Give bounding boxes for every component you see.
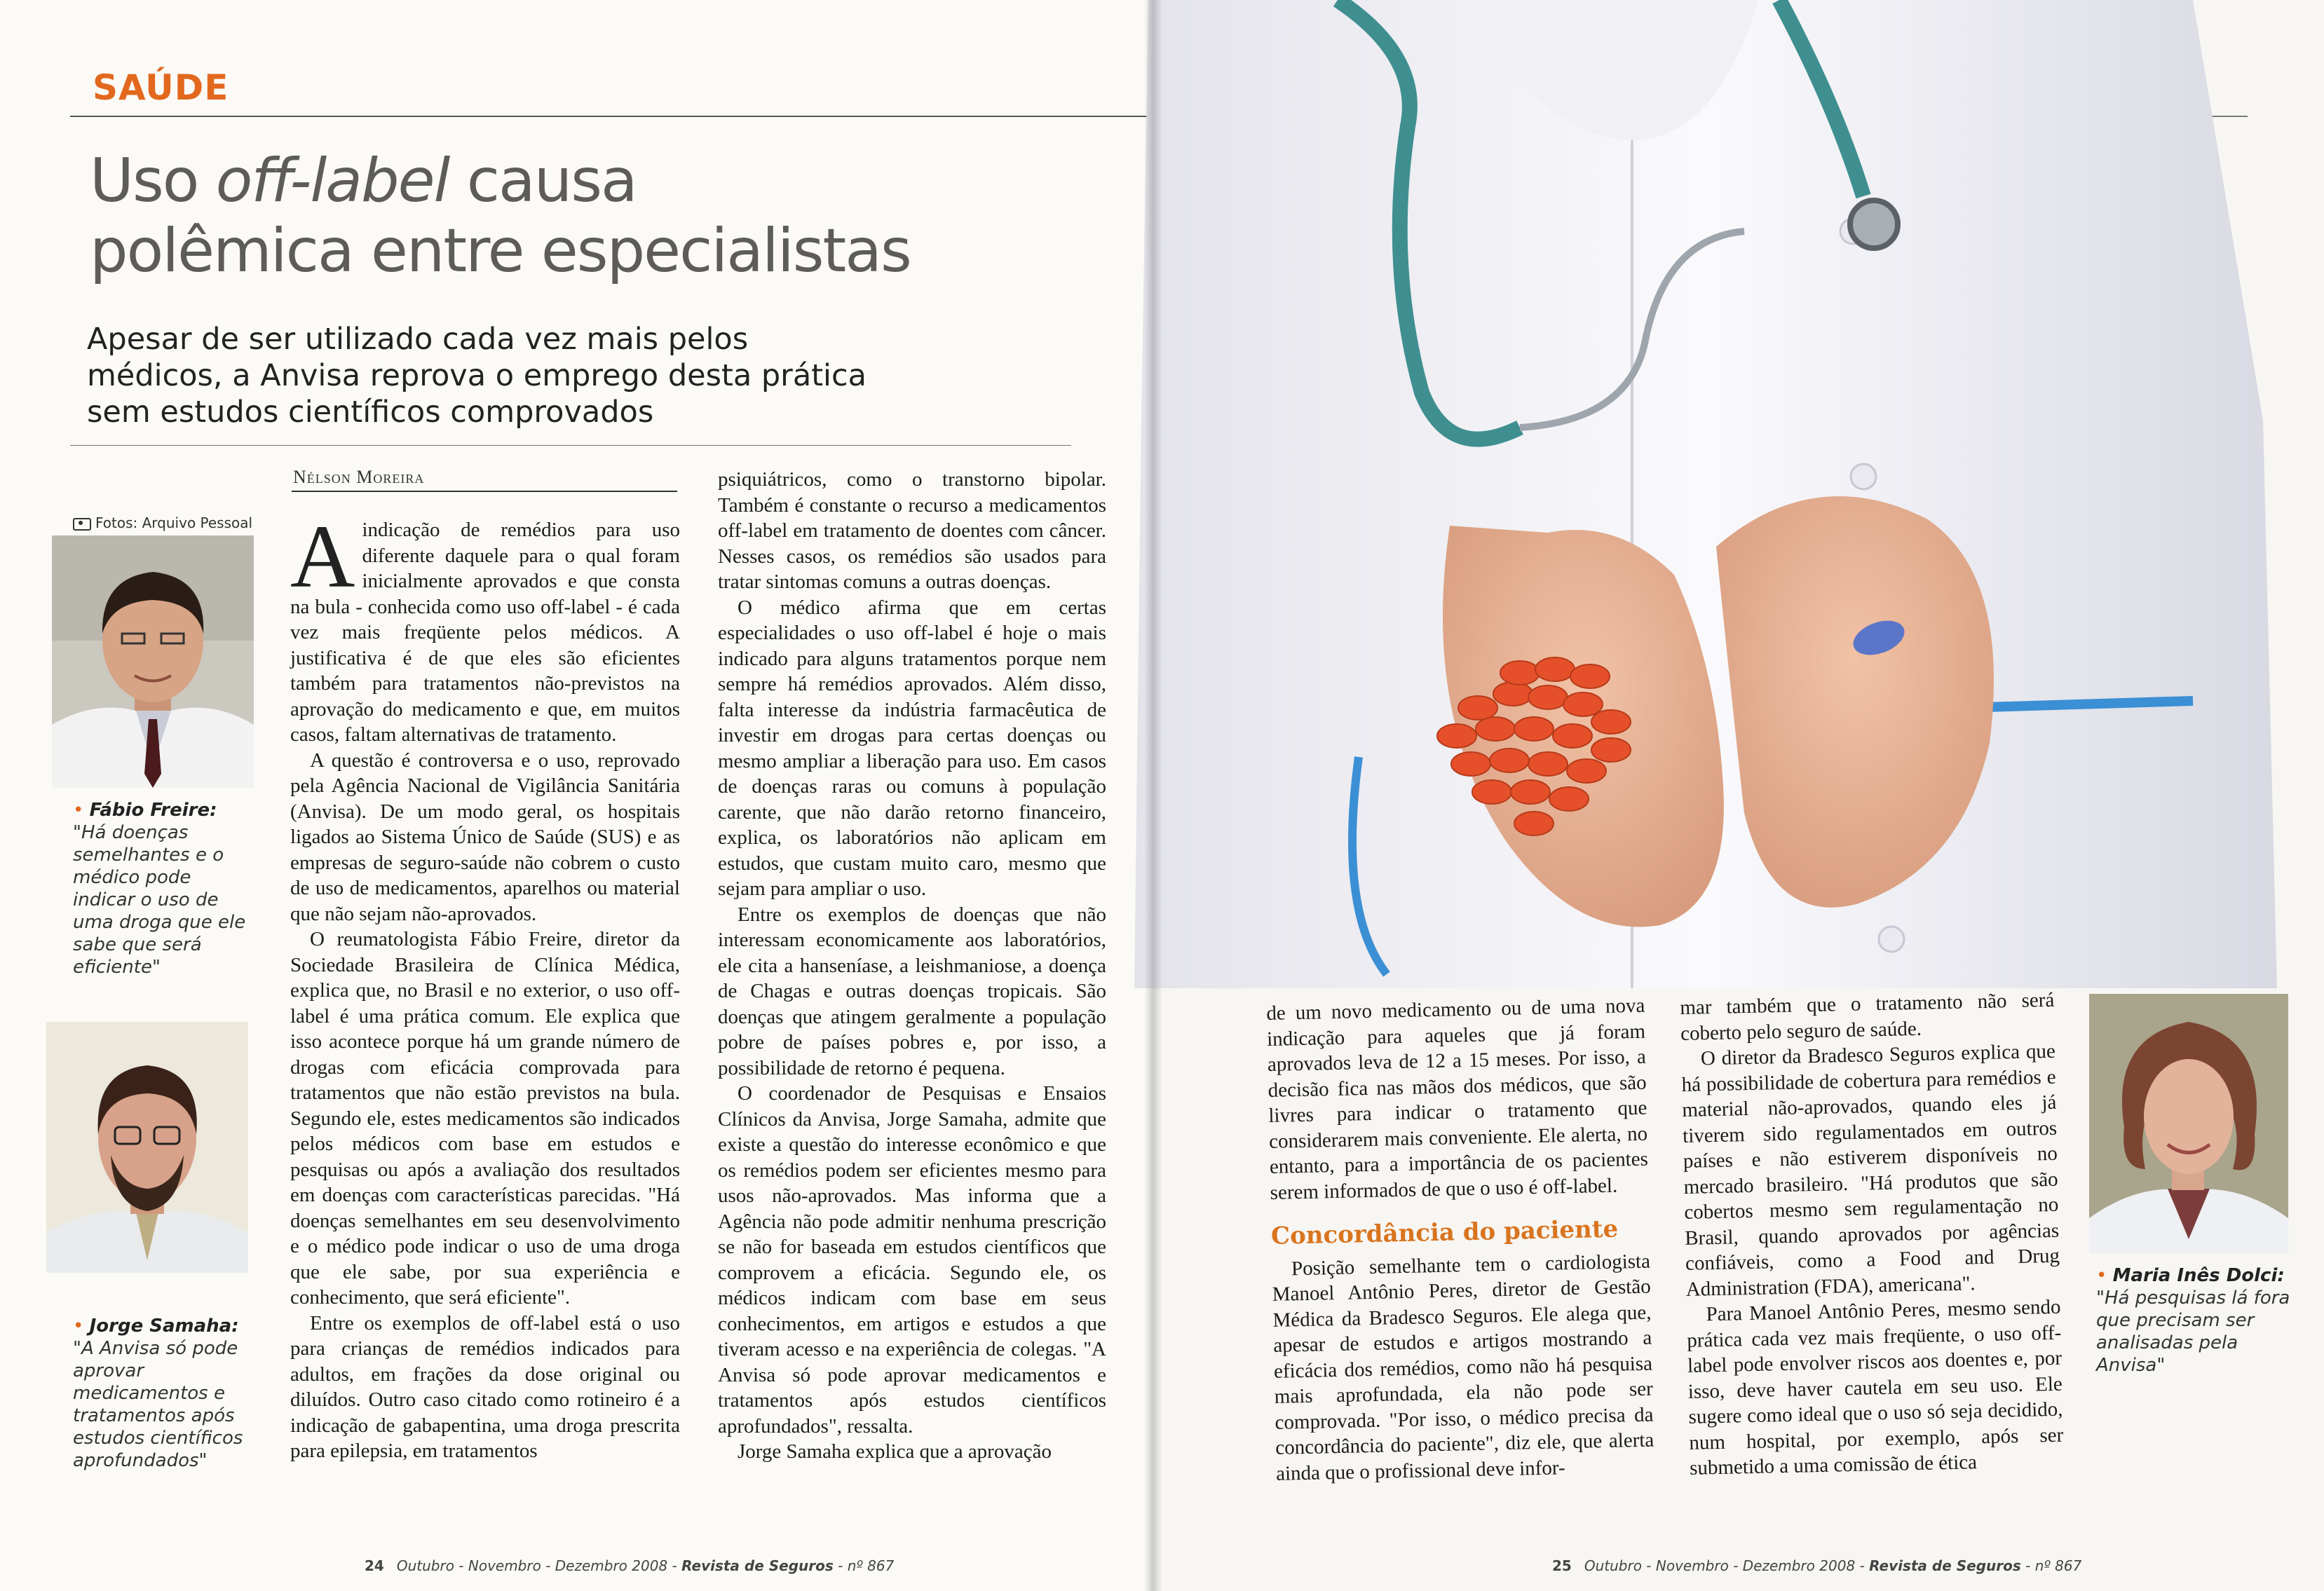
deck: Apesar de ser utilizado cada vez mais pelos médicos, a Anvisa reprova o emprego desta prática sem estudos científicos comprovados (87, 322, 867, 430)
portrait-fabio-svg (52, 535, 254, 788)
portrait-jorge-samaha (46, 1022, 248, 1273)
paragraph: Posição semelhante tem o cardiologista Manoel Antônio Peres, diretor de Gestão Médica da Bradesco Seguros. Ele alega que, apesar de estudos e artigos mostrando a eficácia dos remédios, como não há pesquisa mais aprofundada, ela não pode ser comprovada. "Por isso, o médico precisa da concordância do paciente", diz ele, que alerta ainda que o profissional deve infor- (1272, 1250, 1654, 1485)
deck-rule (70, 445, 1071, 446)
drop-cap: A (290, 507, 355, 606)
paragraph: Jorge Samaha explica que a aprovação (738, 1440, 1052, 1463)
article-column-4 (1680, 988, 2064, 1482)
portrait-maria-ines-dolci (2089, 994, 2288, 1253)
caption-jorge-samaha: • Jorge Samaha: "A Anvisa só pode aprovar medicamentos e tratamentos após estudos científicos aprofundados" (73, 1316, 243, 1471)
paragraph: psiquiátricos, como o transtorno bipolar. Também é constante o recurso a medicamentos off-label em tratamento de doentes com câncer. Nesses casos, os remédios são usados para tratar sintomas comuns a outras doenças. (718, 468, 1106, 593)
paragraph: Entre os exemplos de off-label está o uso para crianças de remédios indicados para adultos, em frações da dose original ou diluídos. Outro caso citado como rotineiro é a indicação de gabapentina, uma droga prescrita para epilepsia, em tratamentos (290, 1311, 680, 1462)
headline (90, 146, 917, 286)
header-rule (70, 116, 1150, 117)
paragraph: Para Manoel Antônio Peres, mesmo sendo prática cada vez mais freqüente, o uso off-label pode envolver riscos aos doentes e, por isso, deve haver cautela em seu uso. Ele sugere como ideal que o uso só seja decidido, num hospital, por exemplo, após ser submetido a uma comissão de ética (1686, 1295, 2064, 1480)
paragraph: O médico afirma que em certas especialidades o uso off-label é hoje o mais indicado para alguns tratamentos porque nem sempre há remédios aprovados. Além disso, falta interesse da indústria farmacêutica de investir em drogas para certas doenças ou mesmo ampliar a liberação para uso. Em casos de doenças raras ou comuns à população carente, que não darão retorno financeiro, explica, os laboratórios não aplicam em estudos, que custam muito caro, mesmo que sejam para ampliar o uso. (718, 596, 1106, 900)
paragraph: Entre os exemplos de doenças que não interessam economicamente aos laboratórios, ele cita a hanseníase, a leishmaniose, a doença de Chagas e outras doenças tropicais. São doenças que atingem geralmente a população pobre de países pobres e, por isso, a possibilidade de retorno é pequena. (718, 903, 1106, 1079)
camera-icon (73, 518, 91, 531)
footer-right: 25 Outubro - Novembro - Dezembro 2008 - Revista de Seguros - nº 867 (1552, 1557, 2082, 1574)
paragraph: O coordenador de Pesquisas e Ensaios Clínicos da Anvisa, Jorge Samaha, admite que existe a questão do interesse econômico e que os remédios podem ser eficientes mesmo para usos não-aprovados. Mas informa que a Agência não pode admitir nenhuma prescrição se não for baseada em estudos científicos que comprovem a eficácia. Segundo ele, os médicos indicam com base em seus conhecimentos, em artigos e estudos a que tiveram acesso e na experiência de colegas. "A Anvisa só pode aprovar medicamentos e tratamentos após estudos científicos aprofundados", ressalta. (718, 1082, 1106, 1438)
paragraph: A indicação de remédios para uso diferente daquele para o qual foram inicialmente aprovados e que consta na bula - conhecida como uso off-label - é cada vez mais freqüente pelos médicos. A justificativa é de que eles são eficientes também para tratamentos não-previstos na aprovação do medicamento e que, em muitos casos, faltam alternativas de tratamento. (290, 507, 680, 746)
portrait-jorge-svg (46, 1022, 248, 1273)
byline: Nélson Moreira (293, 467, 425, 487)
portrait-fabio-freire (52, 535, 254, 788)
paragraph: mar também que o tratamento não será coberto pelo seguro de saúde. (1680, 988, 2055, 1045)
portrait-maria-svg (2089, 994, 2288, 1253)
subhead-concordancia: Concordância do paciente (1270, 1215, 1619, 1250)
article-column-2 (718, 467, 1106, 1465)
paragraph: A questão é controversa e o uso, reprovado pela Agência Nacional de Vigilância Sanitária (Anvisa). De um modo geral, os hospitais ligados ao Sistema Único de Saúde (SUS) e as empresas de seguro-saúde não cobrem o custo de uso de medicamentos, aparelhos ou material que não sejam não-aprovados. (290, 749, 680, 925)
headline-pre: Uso (90, 146, 216, 216)
caption-fabio-freire: • Fábio Freire: "Há doenças semelhantes e o médico pode indicar o uso de uma droga que ele sabe que será eficiente" (73, 800, 246, 978)
caption-maria-ines-dolci: • Maria Inês Dolci: "Há pesquisas lá fora que precisam ser analisadas pela Anvisa" (2096, 1265, 2290, 1376)
section-tag: SAÚDE (93, 67, 229, 108)
byline-rule (292, 491, 677, 492)
left-page (0, 0, 1150, 1591)
article-column-3 (1266, 993, 1654, 1487)
hero-photo-doctor-pills (1057, 0, 2324, 988)
footer-left: 24 Outubro - Novembro - Dezembro 2008 - Revista de Seguros - nº 867 (365, 1557, 895, 1574)
article-column-1 (290, 507, 680, 1464)
hero-photo-svg (1057, 0, 2324, 988)
headline-italic: off-label (215, 146, 449, 216)
paragraph: O diretor da Bradesco Seguros explica que há possibilidade de cobertura para remédios e material não-aprovados, quando eles já tiverem sido regulamentados em outros países e não estiverem disponíveis no mercado brasileiro. "Há produtos que são cobertos mesmo sem regulamentação no Brasil, quando aprovados por agências confiáveis, como a Food and Drug Administration (FDA), americana". (1681, 1039, 2060, 1301)
page-gutter (1144, 0, 1162, 1591)
paragraph: de um novo medicamento ou de uma nova indicação para aqueles que já foram aprovados leva de 12 a 15 meses. Por isso, a decisão fica nas mãos dos médicos, que são livres para indicar o tratamento que considerarem mais conveniente. Ele alerta, no entanto, para a importância de os pacientes serem informados de que o uso é off-label. (1266, 994, 1649, 1204)
headline-post: causa polêmica entre especialistas (90, 146, 911, 286)
photo-credit: Fotos: Arquivo Pessoal (73, 514, 252, 531)
paragraph: O reumatologista Fábio Freire, diretor da Sociedade Brasileira de Clínica Médica, explica que, no Brasil e no exterior, o uso off-label é uma prática comum. Ele explica que isso acontece porque há um grande número de drogas com eficácia comprovada para tratamentos que não estão previstos na bula. Segundo ele, estes medicamentos são indicados pelos médicos com base em estudos e pesquisas ou após a avaliação dos resultados em doenças com características parecidas. "Há doenças semelhantes em seu desenvolvimento e o médico pode indicar o uso de uma droga que ele sabe, por sua experiência e conhecimento, que será eficiente". (290, 928, 680, 1309)
